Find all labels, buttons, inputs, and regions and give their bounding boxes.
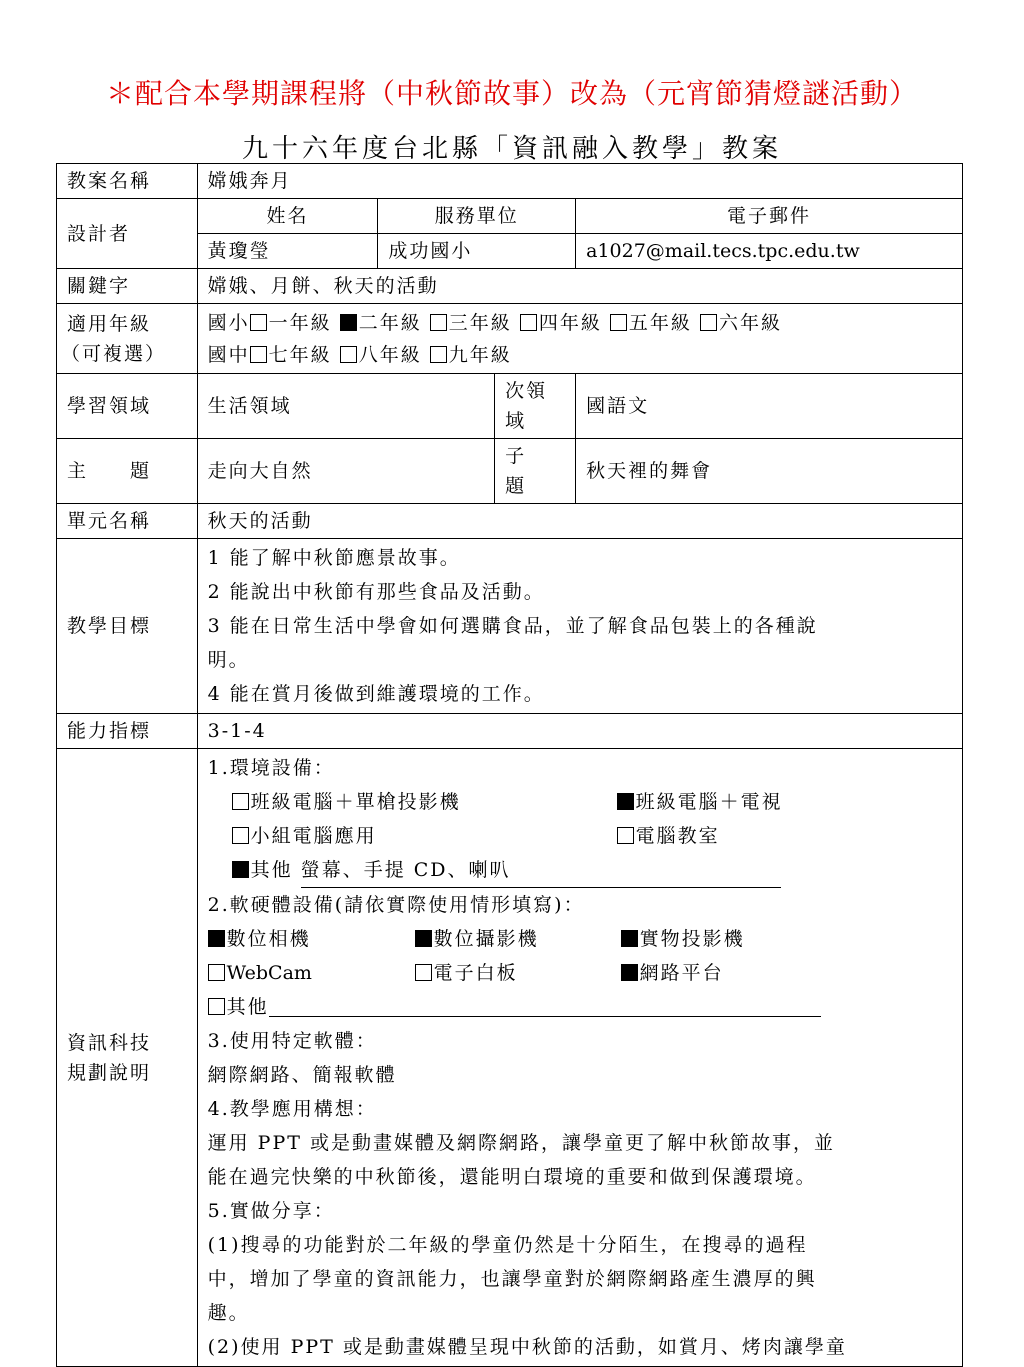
checkbox-icon[interactable] <box>232 827 249 844</box>
designer-header-email: 電子郵件 <box>576 199 963 234</box>
checkbox-checked-icon[interactable] <box>621 930 638 947</box>
checkbox-checked-icon[interactable] <box>415 930 432 947</box>
checkbox-icon[interactable] <box>415 964 432 981</box>
grade-checkbox[interactable]: 一年級 <box>250 312 332 334</box>
subtheme-value: 秋天裡的舞會 <box>576 439 963 504</box>
grade-checkbox[interactable]: 九年級 <box>430 344 512 366</box>
objective-item: 4 能在賞月後做到維護環境的工作。 <box>207 683 545 705</box>
domain-value: 生活領域 <box>197 374 495 439</box>
objective-item: 1 能了解中秋節應景故事。 <box>207 547 461 569</box>
hw-checkbox[interactable]: 電子白板 <box>415 956 621 990</box>
designer-unit: 成功國小 <box>378 234 576 269</box>
grade-checkbox[interactable]: 二年級 <box>340 312 422 334</box>
elementary-prefix: 國小 <box>207 311 250 334</box>
env-checkbox[interactable]: 電腦教室 <box>617 819 720 853</box>
objectives-label: 教學目標 <box>57 539 198 714</box>
share-line: (2)使用 PPT 或是動畫媒體呈現中秋節的活動，如賞月、烤肉讓學童 <box>207 1336 847 1358</box>
env-checkbox[interactable]: 小組電腦應用 <box>232 819 617 853</box>
share-line: 趣。 <box>207 1302 250 1324</box>
unit-name-value: 秋天的活動 <box>197 504 962 539</box>
designer-label: 設計者 <box>57 199 198 269</box>
subdomain-value: 國語文 <box>576 374 963 439</box>
keywords-value: 嫦娥、月餅、秋天的活動 <box>197 269 962 304</box>
grade-checkbox[interactable]: 八年級 <box>340 344 422 366</box>
tech-plan <box>197 749 962 1367</box>
document-title: 九十六年度台北縣「資訊融入教學」教案 <box>241 134 782 164</box>
theme-label: 主 題 <box>57 439 198 504</box>
designer-name: 黃瓊瑩 <box>197 234 378 269</box>
grade-label-2: （可複選） <box>61 342 167 365</box>
grade-options <box>197 304 962 374</box>
grade-checkbox[interactable]: 五年級 <box>610 312 692 334</box>
checkbox-icon[interactable] <box>232 793 249 810</box>
designer-header-name: 姓名 <box>197 199 378 234</box>
checkbox-checked-icon[interactable] <box>208 930 225 947</box>
indicator-value: 3-1-4 <box>197 714 962 749</box>
section-env-title: 1.環境設備： <box>207 757 335 779</box>
checkbox-icon[interactable] <box>208 998 225 1015</box>
env-other-checkbox[interactable]: 其他 <box>232 859 293 881</box>
designer-header-unit: 服務單位 <box>378 199 576 234</box>
grade-label-1: 適用年級 <box>67 312 152 335</box>
section-idea-title: 4.教學應用構想： <box>207 1098 377 1120</box>
checkbox-icon[interactable] <box>430 314 447 331</box>
section-hw-title: 2.軟硬體設備(請依實際使用情形填寫)： <box>207 894 585 916</box>
unit-name-label: 單元名稱 <box>57 504 198 539</box>
hw-other-checkbox[interactable]: 其他 <box>208 996 269 1018</box>
env-checkbox[interactable]: 班級電腦＋電視 <box>617 785 783 819</box>
share-line: 中，增加了學童的資訊能力，也讓學童對於網際網路產生濃厚的興 <box>207 1268 817 1290</box>
hw-checkbox[interactable]: 數位攝影機 <box>415 922 621 956</box>
tech-label-1: 資訊科技 <box>67 1031 152 1054</box>
section-software-title: 3.使用特定軟體： <box>207 1030 377 1052</box>
objectives-list <box>197 539 962 714</box>
subtheme-label: 子 題 <box>495 439 576 504</box>
notice-banner: ＊配合本學期課程將（中秋節故事）改為（元宵節猜燈謎活動） <box>105 77 918 110</box>
tech-label <box>57 749 198 1367</box>
theme-value: 走向大自然 <box>197 439 495 504</box>
objective-item: 3 能在日常生活中學會如何選購食品，並了解食品包裝上的各種說 <box>207 615 818 637</box>
grade-label <box>57 304 198 374</box>
idea-line: 能在過完快樂的中秋節後，還能明白環境的重要和做到保護環境。 <box>207 1166 817 1188</box>
checkbox-icon[interactable] <box>250 346 267 363</box>
checkbox-icon[interactable] <box>610 314 627 331</box>
hw-checkbox[interactable]: 數位相機 <box>208 922 415 956</box>
checkbox-icon[interactable] <box>520 314 537 331</box>
grade-checkbox[interactable]: 四年級 <box>520 312 602 334</box>
hw-other-field[interactable] <box>269 994 821 1017</box>
hw-checkbox[interactable]: 實物投影機 <box>621 922 745 956</box>
checkbox-checked-icon[interactable] <box>617 793 634 810</box>
hw-checkbox[interactable]: WebCam <box>208 956 415 990</box>
checkbox-icon[interactable] <box>430 346 447 363</box>
tech-label-2: 規劃說明 <box>67 1061 152 1084</box>
section-share-title: 5.實做分享： <box>207 1200 335 1222</box>
grade-checkbox[interactable]: 三年級 <box>430 312 512 334</box>
checkbox-checked-icon[interactable] <box>340 314 357 331</box>
checkbox-checked-icon[interactable] <box>232 861 249 878</box>
env-checkbox[interactable]: 班級電腦＋單槍投影機 <box>232 785 617 819</box>
software-value: 網際網路、簡報軟體 <box>207 1064 397 1086</box>
checkbox-icon[interactable] <box>208 964 225 981</box>
indicator-label: 能力指標 <box>57 714 198 749</box>
checkbox-icon[interactable] <box>340 346 357 363</box>
plan-name-value: 嫦娥奔月 <box>197 164 962 199</box>
checkbox-checked-icon[interactable] <box>621 964 638 981</box>
checkbox-icon[interactable] <box>617 827 634 844</box>
subdomain-label: 次領域 <box>495 374 576 439</box>
objective-item: 明。 <box>207 649 250 671</box>
junior-prefix: 國中 <box>207 343 250 366</box>
objective-item: 2 能說出中秋節有那些食品及活動。 <box>207 581 545 603</box>
domain-label: 學習領域 <box>57 374 198 439</box>
grade-checkbox[interactable]: 七年級 <box>250 344 332 366</box>
idea-line: 運用 PPT 或是動畫媒體及網際網路，讓學童更了解中秋節故事，並 <box>207 1132 835 1154</box>
grade-checkbox[interactable]: 六年級 <box>700 312 782 334</box>
lesson-plan-table <box>56 163 963 1367</box>
keywords-label: 關鍵字 <box>57 269 198 304</box>
env-other-field[interactable]: 螢幕、手提 CD、喇叭 <box>301 853 781 888</box>
checkbox-icon[interactable] <box>250 314 267 331</box>
share-line: (1)搜尋的功能對於二年級的學童仍然是十分陌生，在搜尋的過程 <box>207 1234 808 1256</box>
designer-email: a1027@mail.tecs.tpc.edu.tw <box>576 234 963 269</box>
hw-checkbox[interactable]: 網路平台 <box>621 956 724 990</box>
plan-name-label: 教案名稱 <box>57 164 198 199</box>
checkbox-icon[interactable] <box>700 314 717 331</box>
